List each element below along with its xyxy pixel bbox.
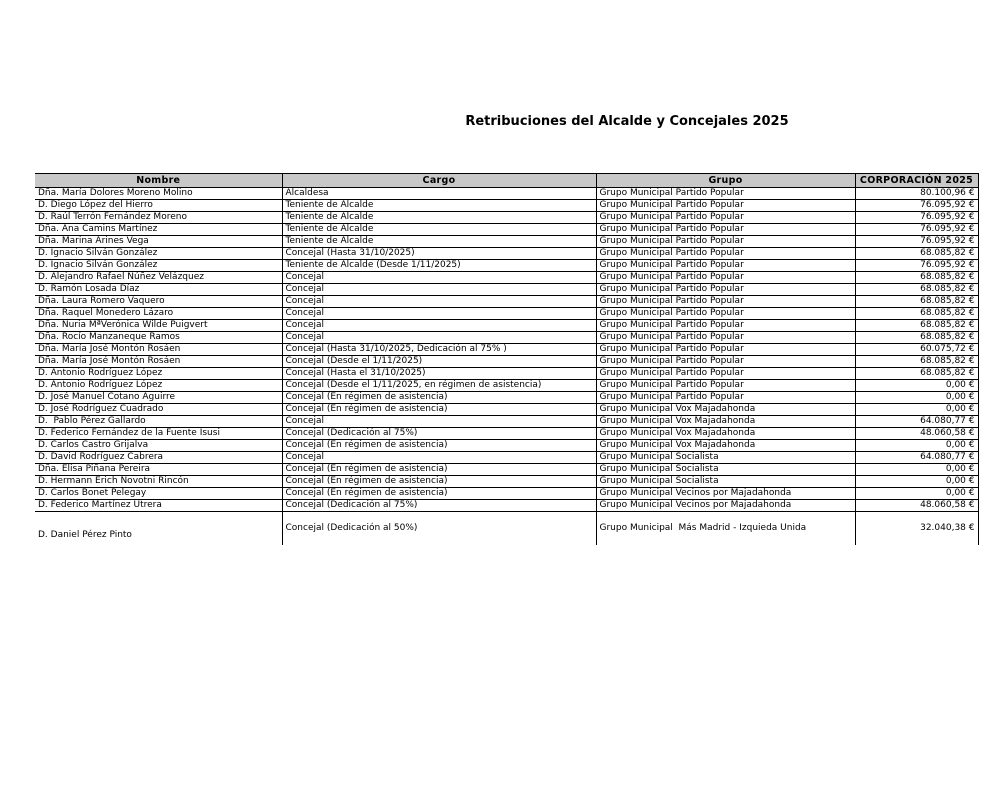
cell-cargo: Concejal (En régimen de asistencia) [282,476,596,488]
table-row [35,344,978,356]
table-row [35,404,978,416]
table-row [35,428,978,440]
table-row [35,476,978,488]
cell-corporacion-2025: 64.080,77 € [855,452,978,464]
column-header-cargo: Cargo [282,174,596,188]
table-row [35,260,978,272]
cell-grupo: Grupo Municipal Partido Popular [596,308,855,320]
cell-nombre: Dña. Ana Camins Martínez [35,224,282,236]
cell-grupo: Grupo Municipal Partido Popular [596,248,855,260]
cell-cargo: Concejal (Hasta el 31/10/2025) [282,368,596,380]
table-row [35,248,978,260]
cell-grupo: Grupo Municipal Partido Popular [596,380,855,392]
cell-cargo: Concejal (Dedicación al 75%) [282,428,596,440]
cell-cargo: Concejal (En régimen de asistencia) [282,392,596,404]
cell-nombre: Dña. Laura Romero Vaquero [35,296,282,308]
cell-grupo: Grupo Municipal Partido Popular [596,356,855,368]
cell-nombre: D. Raúl Terrón Fernández Moreno [35,212,282,224]
cell-corporacion-2025: 68.085,82 € [855,332,978,344]
table-row [35,356,978,368]
table-header [35,174,978,188]
cell-grupo: Grupo Municipal Vox Majadahonda [596,404,855,416]
cell-nombre: Dña. Nuria MªVerónica Wilde Puigvert [35,320,282,332]
cell-cargo: Concejal (En régimen de asistencia) [282,488,596,500]
cell-corporacion-2025: 0,00 € [855,380,978,392]
cell-nombre: Dña. Rocío Manzaneque Ramos [35,332,282,344]
cell-cargo: Concejal [282,416,596,428]
cell-corporacion-2025: 68.085,82 € [855,296,978,308]
cell-cargo: Concejal [282,452,596,464]
cell-corporacion-2025: 60.075,72 € [855,344,978,356]
cell-nombre: Dña. María José Montón Rosáen [35,356,282,368]
table-row [35,296,978,308]
cell-grupo: Grupo Municipal Partido Popular [596,236,855,248]
cell-corporacion-2025: 68.085,82 € [855,356,978,368]
table-row [35,308,978,320]
cell-cargo: Concejal (Desde el 1/11/2025, en régimen de asistencia) [282,380,596,392]
cell-cargo: Concejal [282,332,596,344]
cell-cargo: Concejal [282,320,596,332]
cell-grupo: Grupo Municipal Partido Popular [596,260,855,272]
cell-nombre: Dña. María Dolores Moreno Molino [35,188,282,200]
cell-nombre: D. Ignacio Silván González [35,248,282,260]
cell-nombre: D. Daniel Pérez Pinto [35,512,282,546]
table-row [35,500,978,512]
cell-corporacion-2025: 0,00 € [855,464,978,476]
cell-nombre: Dña. María José Montón Rosáen [35,344,282,356]
cell-nombre: Dña. Raquel Monedero Lázaro [35,308,282,320]
column-header-corporacion-2025: CORPORACIÓN 2025 [855,174,978,188]
cell-corporacion-2025: 68.085,82 € [855,248,978,260]
cell-cargo: Concejal (Hasta 31/10/2025) [282,248,596,260]
table-row [35,380,978,392]
cell-nombre: D. Ignacio Silván González [35,260,282,272]
cell-grupo: Grupo Municipal Más Madrid - Izquieda Unida [596,512,855,546]
cell-grupo: Grupo Municipal Partido Popular [596,188,855,200]
cell-nombre: D. David Rodríguez Cabrera [35,452,282,464]
cell-nombre: D. Alejandro Rafael Núñez Velázquez [35,272,282,284]
table-row [35,512,978,546]
table-body [35,188,978,546]
cell-cargo: Concejal [282,272,596,284]
cell-corporacion-2025: 68.085,82 € [855,320,978,332]
table-row [35,212,978,224]
table-row [35,440,978,452]
cell-corporacion-2025: 64.080,77 € [855,416,978,428]
cell-nombre: D. Carlos Bonet Pelegay [35,488,282,500]
cell-cargo: Teniente de Alcalde [282,236,596,248]
cell-grupo: Grupo Municipal Partido Popular [596,332,855,344]
cell-nombre: D. Federico Martínez Utrera [35,500,282,512]
cell-grupo: Grupo Municipal Partido Popular [596,272,855,284]
table-row [35,284,978,296]
column-header-nombre: Nombre [35,174,282,188]
cell-cargo: Teniente de Alcalde (Desde 1/11/2025) [282,260,596,272]
header-row [35,174,978,188]
cell-nombre: D. Pablo Pérez Gallardo [35,416,282,428]
cell-corporacion-2025: 68.085,82 € [855,308,978,320]
cell-nombre: D. Carlos Castro Grijalva [35,440,282,452]
cell-cargo: Concejal [282,284,596,296]
cell-grupo: Grupo Municipal Partido Popular [596,296,855,308]
cell-corporacion-2025: 76.095,92 € [855,236,978,248]
cell-corporacion-2025: 76.095,92 € [855,260,978,272]
cell-nombre: D. Antonio Rodríguez López [35,380,282,392]
cell-nombre: Dña. Elisa Piñana Pereira [35,464,282,476]
cell-corporacion-2025: 68.085,82 € [855,284,978,296]
cell-cargo: Teniente de Alcalde [282,200,596,212]
cell-cargo: Concejal (En régimen de asistencia) [282,440,596,452]
cell-grupo: Grupo Municipal Vox Majadahonda [596,440,855,452]
cell-cargo: Concejal [282,296,596,308]
cell-corporacion-2025: 80.100,96 € [855,188,978,200]
page-title: Retribuciones del Alcalde y Concejales 2025 [465,114,789,129]
cell-grupo: Grupo Municipal Partido Popular [596,224,855,236]
cell-grupo: Grupo Municipal Partido Popular [596,200,855,212]
cell-corporacion-2025: 0,00 € [855,404,978,416]
cell-cargo: Teniente de Alcalde [282,212,596,224]
cell-corporacion-2025: 76.095,92 € [855,212,978,224]
table-row [35,236,978,248]
cell-cargo: Concejal (Dedicación al 75%) [282,500,596,512]
cell-corporacion-2025: 0,00 € [855,440,978,452]
cell-grupo: Grupo Municipal Partido Popular [596,284,855,296]
column-header-grupo: Grupo [596,174,855,188]
cell-nombre: D. Diego López del Hierro [35,200,282,212]
cell-nombre: Dña. Marina Arines Vega [35,236,282,248]
cell-corporacion-2025: 0,00 € [855,488,978,500]
table-row [35,188,978,200]
cell-nombre: D. Antonio Rodríguez López [35,368,282,380]
cell-grupo: Grupo Municipal Partido Popular [596,392,855,404]
table-row [35,200,978,212]
cell-corporacion-2025: 0,00 € [855,392,978,404]
table-row [35,488,978,500]
cell-corporacion-2025: 48.060,58 € [855,500,978,512]
cell-corporacion-2025: 0,00 € [855,476,978,488]
cell-grupo: Grupo Municipal Vox Majadahonda [596,428,855,440]
cell-nombre: D. Federico Fernández de la Fuente Isusi [35,428,282,440]
cell-cargo: Concejal (En régimen de asistencia) [282,464,596,476]
cell-cargo: Concejal [282,308,596,320]
cell-cargo: Concejal (Desde el 1/11/2025) [282,356,596,368]
cell-nombre: D. José Manuel Cotano Aguirre [35,392,282,404]
table-row [35,224,978,236]
cell-grupo: Grupo Municipal Partido Popular [596,320,855,332]
cell-nombre: D. Hermann Erich Novotni Rincón [35,476,282,488]
cell-corporacion-2025: 76.095,92 € [855,224,978,236]
cell-grupo: Grupo Municipal Vox Majadahonda [596,416,855,428]
cell-grupo: Grupo Municipal Socialista [596,464,855,476]
cell-corporacion-2025: 48.060,58 € [855,428,978,440]
cell-grupo: Grupo Municipal Socialista [596,452,855,464]
table-row [35,452,978,464]
cell-grupo: Grupo Municipal Socialista [596,476,855,488]
cell-cargo: Concejal (Hasta 31/10/2025, Dedicación al 75% ) [282,344,596,356]
cell-grupo: Grupo Municipal Partido Popular [596,212,855,224]
cell-cargo: Concejal (Dedicación al 50%) [282,512,596,546]
cell-corporacion-2025: 32.040,38 € [855,512,978,546]
table-row [35,272,978,284]
cell-grupo: Grupo Municipal Partido Popular [596,344,855,356]
table-row [35,416,978,428]
cell-cargo: Concejal (En régimen de asistencia) [282,404,596,416]
cell-corporacion-2025: 76.095,92 € [855,200,978,212]
table-row [35,320,978,332]
salary-table [35,173,979,545]
table-row [35,464,978,476]
table-row [35,368,978,380]
cell-nombre: D. José Rodríguez Cuadrado [35,404,282,416]
table-row [35,332,978,344]
cell-grupo: Grupo Municipal Partido Popular [596,368,855,380]
cell-grupo: Grupo Municipal Vecinos por Majadahonda [596,488,855,500]
cell-corporacion-2025: 68.085,82 € [855,272,978,284]
cell-nombre: D. Ramón Losada Díaz [35,284,282,296]
cell-cargo: Alcaldesa [282,188,596,200]
cell-corporacion-2025: 68.085,82 € [855,368,978,380]
cell-cargo: Teniente de Alcalde [282,224,596,236]
table-row [35,392,978,404]
cell-grupo: Grupo Municipal Vecinos por Majadahonda [596,500,855,512]
